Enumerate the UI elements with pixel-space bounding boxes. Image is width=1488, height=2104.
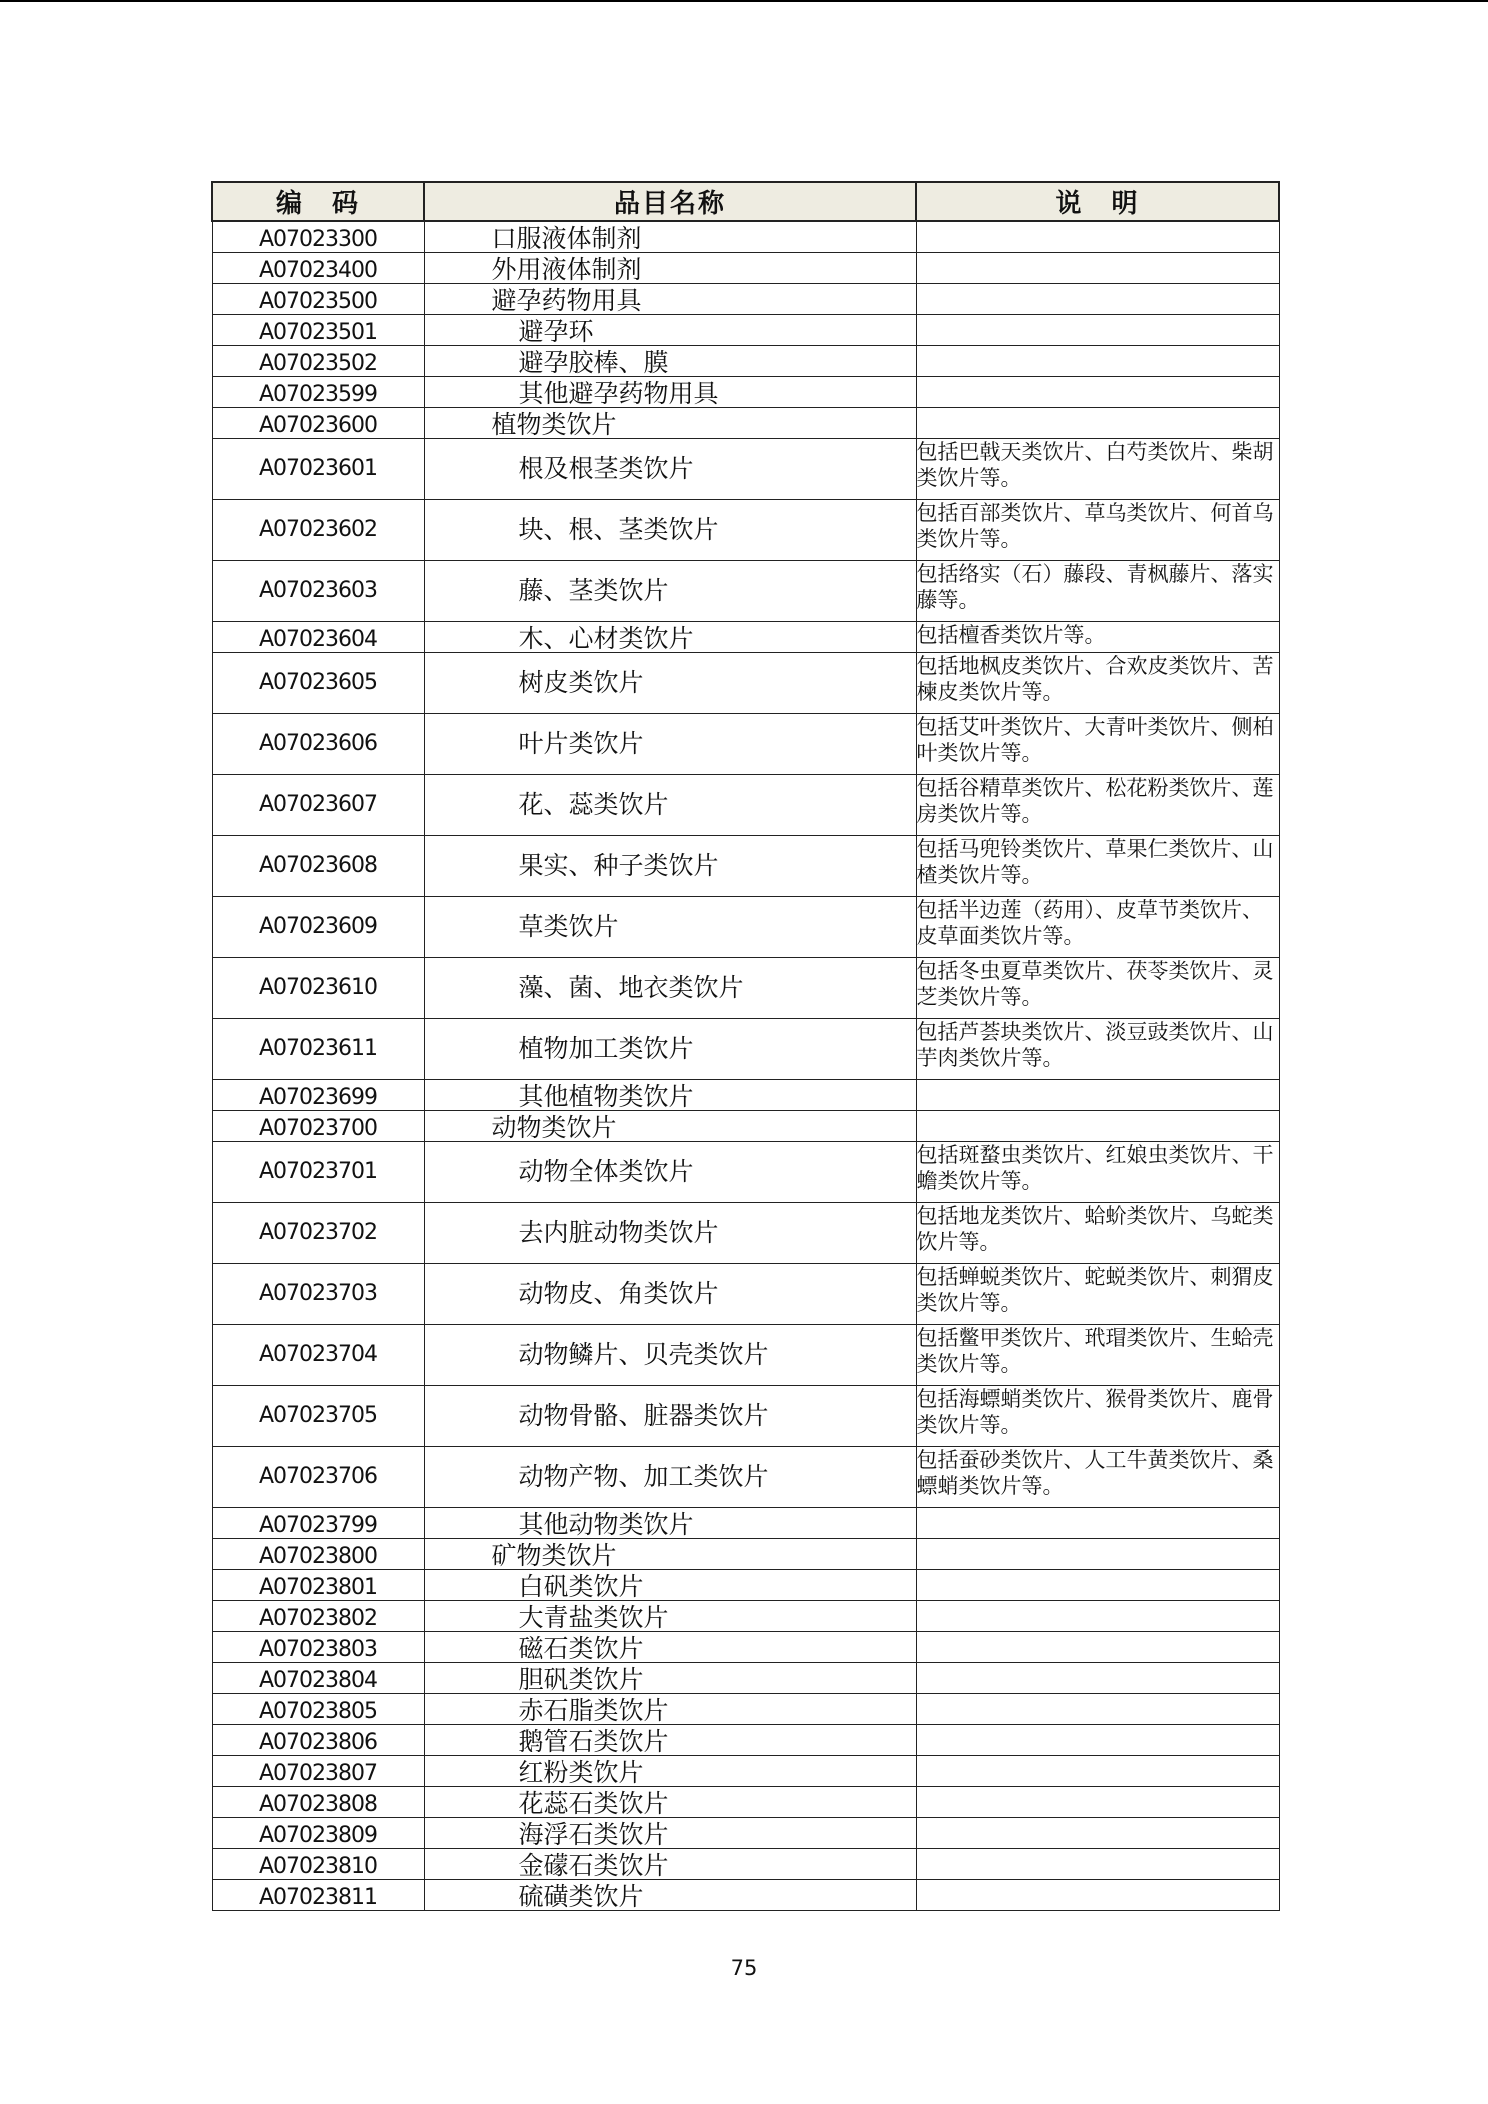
item-code: A07023603: [212, 560, 424, 621]
item-name: 动物鳞片、贝壳类饮片: [424, 1324, 916, 1385]
table-row: [212, 1600, 1279, 1631]
item-name: 外用液体制剂: [424, 252, 916, 283]
item-name: 赤石脂类饮片: [424, 1693, 916, 1724]
item-name: 避孕环: [424, 314, 916, 345]
item-name: 果实、种子类饮片: [424, 835, 916, 896]
table-row: [212, 345, 1279, 376]
item-code: A07023700: [212, 1110, 424, 1141]
table-row: [212, 1507, 1279, 1538]
table-row: [212, 713, 1279, 774]
item-description: 包括马兜铃类饮片、草果仁类饮片、山楂类饮片等。: [916, 835, 1279, 896]
item-code: A07023606: [212, 713, 424, 774]
item-code: A07023803: [212, 1631, 424, 1662]
item-description: [916, 1631, 1279, 1662]
item-code: A07023610: [212, 957, 424, 1018]
item-code: A07023604: [212, 621, 424, 652]
item-description: 包括百部类饮片、草乌类饮片、何首乌类饮片等。: [916, 499, 1279, 560]
item-code: A07023799: [212, 1507, 424, 1538]
item-name: 矿物类饮片: [424, 1538, 916, 1569]
item-description: 包括谷精草类饮片、松花粉类饮片、莲房类饮片等。: [916, 774, 1279, 835]
item-description: 包括巴戟天类饮片、白芍类饮片、柴胡类饮片等。: [916, 438, 1279, 499]
item-description: [916, 1879, 1279, 1910]
item-code: A07023705: [212, 1385, 424, 1446]
item-code: A07023809: [212, 1817, 424, 1848]
item-description: [916, 1755, 1279, 1786]
table-body: [212, 221, 1279, 1910]
table-row: [212, 652, 1279, 713]
table-row: [212, 621, 1279, 652]
item-description: 包括斑蝥虫类饮片、红娘虫类饮片、干蟾类饮片等。: [916, 1141, 1279, 1202]
item-code: A07023300: [212, 221, 424, 252]
item-name: 藻、菌、地衣类饮片: [424, 957, 916, 1018]
catalog-table: [211, 181, 1280, 1911]
table-row: [212, 1755, 1279, 1786]
table-row: [212, 1202, 1279, 1263]
item-description: 包括艾叶类饮片、大青叶类饮片、侧柏叶类饮片等。: [916, 713, 1279, 774]
table-row: [212, 896, 1279, 957]
item-description: 包括鳖甲类饮片、玳瑁类饮片、生蛤壳类饮片等。: [916, 1324, 1279, 1385]
item-description: [916, 1569, 1279, 1600]
table-row: [212, 560, 1279, 621]
item-description: [916, 1724, 1279, 1755]
item-name: 其他动物类饮片: [424, 1507, 916, 1538]
item-code: A07023599: [212, 376, 424, 407]
table-row: [212, 376, 1279, 407]
item-name: 动物皮、角类饮片: [424, 1263, 916, 1324]
item-code: A07023699: [212, 1079, 424, 1110]
table-row: [212, 1324, 1279, 1385]
item-name: 避孕胶棒、膜: [424, 345, 916, 376]
item-description: [916, 283, 1279, 314]
table-row: [212, 835, 1279, 896]
item-description: [916, 314, 1279, 345]
item-code: A07023611: [212, 1018, 424, 1079]
table-row: [212, 1018, 1279, 1079]
item-name: 动物类饮片: [424, 1110, 916, 1141]
table-row: [212, 283, 1279, 314]
table-row: [212, 1693, 1279, 1724]
table-row: [212, 1848, 1279, 1879]
item-description: 包括半边莲（药用）、皮草节类饮片、皮草面类饮片等。: [916, 896, 1279, 957]
item-code: A07023806: [212, 1724, 424, 1755]
header-code: 编 码: [212, 182, 424, 221]
item-code: A07023810: [212, 1848, 424, 1879]
item-name: 硫磺类饮片: [424, 1879, 916, 1910]
table-header-row: [212, 182, 1279, 221]
item-description: 包括蝉蜕类饮片、蛇蜕类饮片、刺猬皮类饮片等。: [916, 1263, 1279, 1324]
item-description: 包括檀香类饮片等。: [916, 621, 1279, 652]
item-description: [916, 252, 1279, 283]
item-description: [916, 1693, 1279, 1724]
item-name: 木、心材类饮片: [424, 621, 916, 652]
item-name: 藤、茎类饮片: [424, 560, 916, 621]
item-name: 避孕药物用具: [424, 283, 916, 314]
item-code: A07023600: [212, 407, 424, 438]
item-name: 植物类饮片: [424, 407, 916, 438]
table-row: [212, 252, 1279, 283]
item-name: 口服液体制剂: [424, 221, 916, 252]
item-code: A07023703: [212, 1263, 424, 1324]
item-code: A07023502: [212, 345, 424, 376]
table-row: [212, 407, 1279, 438]
item-description: [916, 345, 1279, 376]
page-top-border: [0, 0, 1488, 2]
table-row: [212, 774, 1279, 835]
item-code: A07023704: [212, 1324, 424, 1385]
item-code: A07023605: [212, 652, 424, 713]
item-description: 包括地龙类饮片、蛤蚧类饮片、乌蛇类饮片等。: [916, 1202, 1279, 1263]
item-code: A07023805: [212, 1693, 424, 1724]
item-code: A07023601: [212, 438, 424, 499]
item-description: 包括芦荟块类饮片、淡豆豉类饮片、山芋肉类饮片等。: [916, 1018, 1279, 1079]
table-row: [212, 1079, 1279, 1110]
item-code: A07023400: [212, 252, 424, 283]
item-name: 草类饮片: [424, 896, 916, 957]
table-row: [212, 1786, 1279, 1817]
item-name: 其他植物类饮片: [424, 1079, 916, 1110]
item-name: 大青盐类饮片: [424, 1600, 916, 1631]
item-description: [916, 1600, 1279, 1631]
item-description: 包括海螵蛸类饮片、猴骨类饮片、鹿骨类饮片等。: [916, 1385, 1279, 1446]
item-name: 花蕊石类饮片: [424, 1786, 916, 1817]
item-description: [916, 1507, 1279, 1538]
item-name: 动物产物、加工类饮片: [424, 1446, 916, 1507]
item-name: 白矾类饮片: [424, 1569, 916, 1600]
item-name: 根及根茎类饮片: [424, 438, 916, 499]
item-code: A07023609: [212, 896, 424, 957]
item-name: 胆矾类饮片: [424, 1662, 916, 1693]
item-description: [916, 376, 1279, 407]
item-code: A07023602: [212, 499, 424, 560]
item-name: 植物加工类饮片: [424, 1018, 916, 1079]
table-row: [212, 499, 1279, 560]
table-row: [212, 1631, 1279, 1662]
item-description: 包括络实（石）藤段、青枫藤片、落实藤等。: [916, 560, 1279, 621]
item-code: A07023807: [212, 1755, 424, 1786]
table-row: [212, 1110, 1279, 1141]
item-code: A07023702: [212, 1202, 424, 1263]
item-description: [916, 1817, 1279, 1848]
table-row: [212, 1817, 1279, 1848]
item-description: [916, 407, 1279, 438]
item-name: 动物骨骼、脏器类饮片: [424, 1385, 916, 1446]
item-name: 树皮类饮片: [424, 652, 916, 713]
table-row: [212, 1538, 1279, 1569]
item-name: 叶片类饮片: [424, 713, 916, 774]
item-description: [916, 1538, 1279, 1569]
item-code: A07023701: [212, 1141, 424, 1202]
item-name: 花、蕊类饮片: [424, 774, 916, 835]
item-description: [916, 1848, 1279, 1879]
table-row: [212, 1879, 1279, 1910]
item-code: A07023501: [212, 314, 424, 345]
table-row: [212, 1662, 1279, 1693]
item-code: A07023801: [212, 1569, 424, 1600]
item-name: 其他避孕药物用具: [424, 376, 916, 407]
item-code: A07023607: [212, 774, 424, 835]
item-code: A07023804: [212, 1662, 424, 1693]
table-row: [212, 1724, 1279, 1755]
item-description: [916, 1662, 1279, 1693]
table-row: [212, 1446, 1279, 1507]
table-row: [212, 438, 1279, 499]
table-row: [212, 1385, 1279, 1446]
header-name: 品目名称: [424, 182, 916, 221]
item-description: [916, 1786, 1279, 1817]
item-code: A07023802: [212, 1600, 424, 1631]
item-description: [916, 1079, 1279, 1110]
header-desc: 说 明: [916, 182, 1279, 221]
table-row: [212, 314, 1279, 345]
item-name: 金礞石类饮片: [424, 1848, 916, 1879]
item-code: A07023800: [212, 1538, 424, 1569]
item-code: A07023706: [212, 1446, 424, 1507]
table-row: [212, 221, 1279, 252]
item-description: 包括冬虫夏草类饮片、茯苓类饮片、灵芝类饮片等。: [916, 957, 1279, 1018]
item-description: [916, 221, 1279, 252]
item-code: A07023808: [212, 1786, 424, 1817]
item-name: 海浮石类饮片: [424, 1817, 916, 1848]
item-name: 去内脏动物类饮片: [424, 1202, 916, 1263]
item-name: 鹅管石类饮片: [424, 1724, 916, 1755]
item-description: 包括地枫皮类饮片、合欢皮类饮片、苦楝皮类饮片等。: [916, 652, 1279, 713]
item-description: 包括蚕砂类饮片、人工牛黄类饮片、桑螵蛸类饮片等。: [916, 1446, 1279, 1507]
item-name: 红粉类饮片: [424, 1755, 916, 1786]
item-code: A07023608: [212, 835, 424, 896]
item-name: 磁石类饮片: [424, 1631, 916, 1662]
page-number: 75: [730, 1956, 758, 1980]
item-description: [916, 1110, 1279, 1141]
table-row: [212, 1569, 1279, 1600]
item-name: 块、根、茎类饮片: [424, 499, 916, 560]
item-name: 动物全体类饮片: [424, 1141, 916, 1202]
table-row: [212, 957, 1279, 1018]
item-code: A07023811: [212, 1879, 424, 1910]
table-row: [212, 1141, 1279, 1202]
table-row: [212, 1263, 1279, 1324]
item-code: A07023500: [212, 283, 424, 314]
